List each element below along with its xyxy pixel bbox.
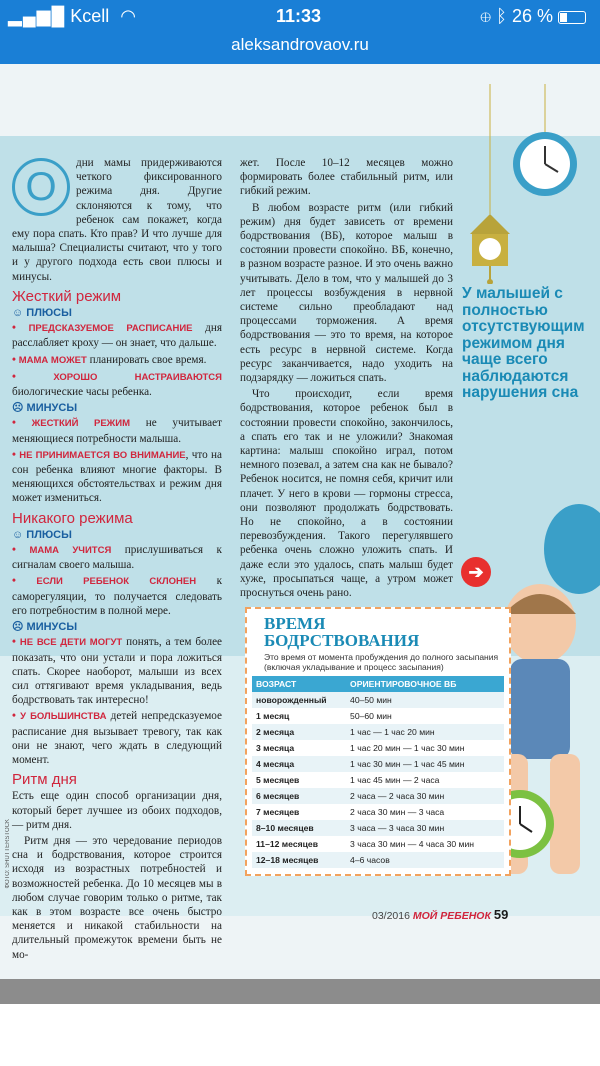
wake-time-cell: 1 час 45 мин — 2 часа [350, 775, 440, 785]
table-row [252, 692, 504, 708]
list-item: • НЕ ВСЕ ДЕТИ МОГУТ понять, а тем более показать, что они устали и пора ложиться спать. Скорее наоборот, малыши из всех сил оттягивают время укладывания, ведь бодрствовать так интересно! [12, 636, 222, 707]
wake-time-cell: 40–50 мин [346, 692, 504, 708]
age-cell: 3 месяца [256, 743, 295, 753]
age-cell: новорожденный [252, 692, 346, 708]
plus-label: ☺ ПЛЮСЫ [12, 307, 72, 320]
paragraph: Есть еще один способ организации дня, который берет лучшее из обоих подходов, — ритм дня. [12, 790, 222, 831]
table-row [252, 836, 504, 852]
list-item: • МАМА УЧИТСЯ прислушиваться к сигналам своего малыша. [12, 544, 222, 572]
wake-time-cell: 3 часа 30 мин — 4 часа 30 мин [350, 839, 474, 849]
carrier-label: Kcell [70, 6, 110, 26]
sidenote-quote: У малышей с полностью отсутствующим режимом дня чаще всего наблюдаются нарушения сна [462, 285, 585, 401]
plus-label: ☺ ПЛЮСЫ [12, 528, 72, 541]
list-item: • НЕ ПРИНИМАЕТСЯ ВО ВНИМАНИЕ, что на сон ребенка влияют многие факторы. В меняющихся обстоятельствах и режим дня может измениться. [12, 448, 222, 505]
list-item: • ПРЕДСКАЗУЕМОЕ РАСПИСАНИЕ дня расслабляет кроху — он знает, что дальше. [12, 322, 223, 350]
paragraph: жет. После 10–12 месяцев можно формировать более стабильный ритм, или гибкий режим. [240, 157, 453, 198]
table-row [252, 740, 504, 756]
table-title: ВРЕМЯ БОДРСТВОВАНИЯ [264, 614, 420, 650]
clock: 11:33 [276, 6, 322, 26]
table-row [252, 724, 504, 740]
wake-time-cell: 50–60 мин [350, 711, 392, 721]
magazine-page [0, 64, 600, 979]
table-row [252, 788, 504, 804]
bluetooth-icon: ᛒ [496, 6, 507, 26]
list-item: • МАМА МОЖЕТ планировать свое время. [12, 353, 207, 366]
wake-time-cell: 1 час — 1 час 20 мин [346, 724, 504, 740]
table-row [252, 772, 504, 788]
wake-time-table [252, 676, 504, 868]
article-column-1 [12, 156, 222, 964]
section-title-strict: Жесткий режим [12, 287, 122, 305]
photo-credit: ФОТО: SHUTTERSTOCK [5, 819, 11, 889]
wake-time-cell: 3 часа — 3 часа 30 мин [346, 820, 504, 836]
page-number: 59 [493, 907, 509, 922]
table-row [252, 852, 504, 868]
table-row [252, 708, 504, 724]
age-cell: 12–18 месяцев [252, 852, 346, 868]
issue-date: 03/2016 [372, 910, 410, 922]
section-title-no-regime: Никакого режима [12, 509, 133, 527]
battery-status [480, 6, 586, 27]
minus-label: ☹ МИНУСЫ [12, 402, 78, 415]
age-cell: 11–12 месяцев [256, 839, 318, 849]
browser-header [0, 0, 600, 64]
wake-time-cell: 1 час 30 мин — 1 час 45 мин [346, 756, 504, 772]
wake-time-table-card [245, 607, 511, 876]
dropcap: О [12, 158, 70, 216]
paragraph: В любом возрасте ритм (или гибкий режим) дня будет зависеть от времени бодрствования (ВБ), которое малыш в состоянии провести спокойно. ВБ, конечно, в разном возрасте разное. И это очень важно учитывать. Дело в том, что у малышей до 3 лет процессы возбуждения в нервной системе сильно преобладают над процессами торможения. А время бодрствования — это то время, на которое есть ресурс в нервной системе. Когда ресурс заканчивается, надо уходить на подзарядку — ложиться спать. [240, 201, 453, 385]
age-cell: 8–10 месяцев [252, 820, 346, 836]
column-header-time: ОРИЕНТИРОВОЧНОЕ ВБ [346, 676, 504, 692]
list-item: • ХОРОШО НАСТРАИВАЮТСЯ биологические часы ребенка. [12, 370, 222, 399]
wake-time-cell: 2 часа 30 мин — 3 часа [350, 807, 445, 817]
age-cell: 5 месяцев [256, 775, 300, 785]
magazine-name: МОЙ РЕБЕНОК [412, 910, 491, 922]
wake-time-cell: 1 час 20 мин — 1 час 30 мин [350, 743, 465, 753]
paragraph: Что происходит, если время бодрствования, которое ребенок был в состоянии провести спокойно, закончилось, а спать его так и не уложили? Знакомая картина: малыш спокойно играл, потом немного позевал, а затем сна как не бывало? Ребенок носится, не помня себя, кричит или плачет. У него в крови — гормоны стресса, они позволяют продолжать бодрствовать. Но не спокойно, а в состоянии перевозбуждения. Такого перегулявшего ребенка очень сложно уложить спать. И даже если это удалось, спать малыш будет хуже, просыпаться чаще, а утром может проснуться очень рано. [240, 388, 453, 600]
table-subtitle: Это время от момента пробуждения до полного засыпания (включая укладывание и процесс засыпания) [264, 652, 499, 672]
hanging-clocks-illustration [470, 84, 585, 284]
age-cell: 4 месяца [252, 756, 346, 772]
wake-time-cell: 4–6 часов [346, 852, 504, 868]
age-cell: 7 месяцев [256, 807, 300, 817]
list-item: • У БОЛЬШИНСТВА детей непредсказуемое расписание дня вызывает тревогу, так как они не знают, чего ждать в следующий момент. [12, 710, 222, 766]
wake-time-cell: 2 часа — 2 часа 30 мин [346, 788, 504, 804]
signal-icon: ▂▄▆█ [8, 6, 66, 26]
table-row [252, 804, 504, 820]
age-cell: 2 месяца [252, 724, 346, 740]
age-cell: 1 месяц [256, 711, 290, 721]
url-bar[interactable]: aleksandrovaov.ru [231, 35, 369, 54]
page-footer [372, 907, 508, 922]
wifi-icon: ◠ [120, 6, 136, 26]
section-title-rhythm: Ритм дня [12, 771, 77, 789]
column-header-age: ВОЗРАСТ [252, 676, 346, 692]
minus-label: ☹ МИНУСЫ [12, 621, 78, 634]
table-row [252, 820, 504, 836]
bottom-bar [0, 979, 600, 1004]
paragraph: Ритм дня — это чередование периодов сна и бодрствования, которое строится исходя из возрастных потребностей и возможностей ребенка. До 10 месяцев мы в любом случае говорим только о ритме, так как в этом возрасте все очень быстро меняется и никакой стабильности на длительный промежуток времени быть не мо- [12, 834, 222, 961]
signal-carrier [8, 6, 136, 27]
list-item: • ЖЕСТКИЙ РЕЖИМ не учитывает меняющиеся потребности малыша. [12, 417, 222, 445]
age-cell: 6 месяцев [252, 788, 346, 804]
article-column-2 [240, 156, 453, 602]
battery-percent: 26 % [511, 6, 553, 26]
arrow-right-icon: ➔ [461, 557, 491, 587]
intro-text: дни мамы придерживаются четкого фиксированного режима дня. Другие склоняются к тому, что ребенок сам покажет, когда ему пора спать. Кто прав? И что лучше для малыша? Специалисты считают, что у того и у другого подхода есть свои плюсы и минусы. [12, 157, 222, 283]
battery-icon [558, 11, 586, 24]
list-item: • ЕСЛИ РЕБЕНОК СКЛОНЕН к саморегуляции, то получается следовать его потребностим в полной мере. [12, 575, 223, 617]
lock-rotation-icon: ⊕ [480, 6, 492, 26]
table-row [252, 756, 504, 772]
